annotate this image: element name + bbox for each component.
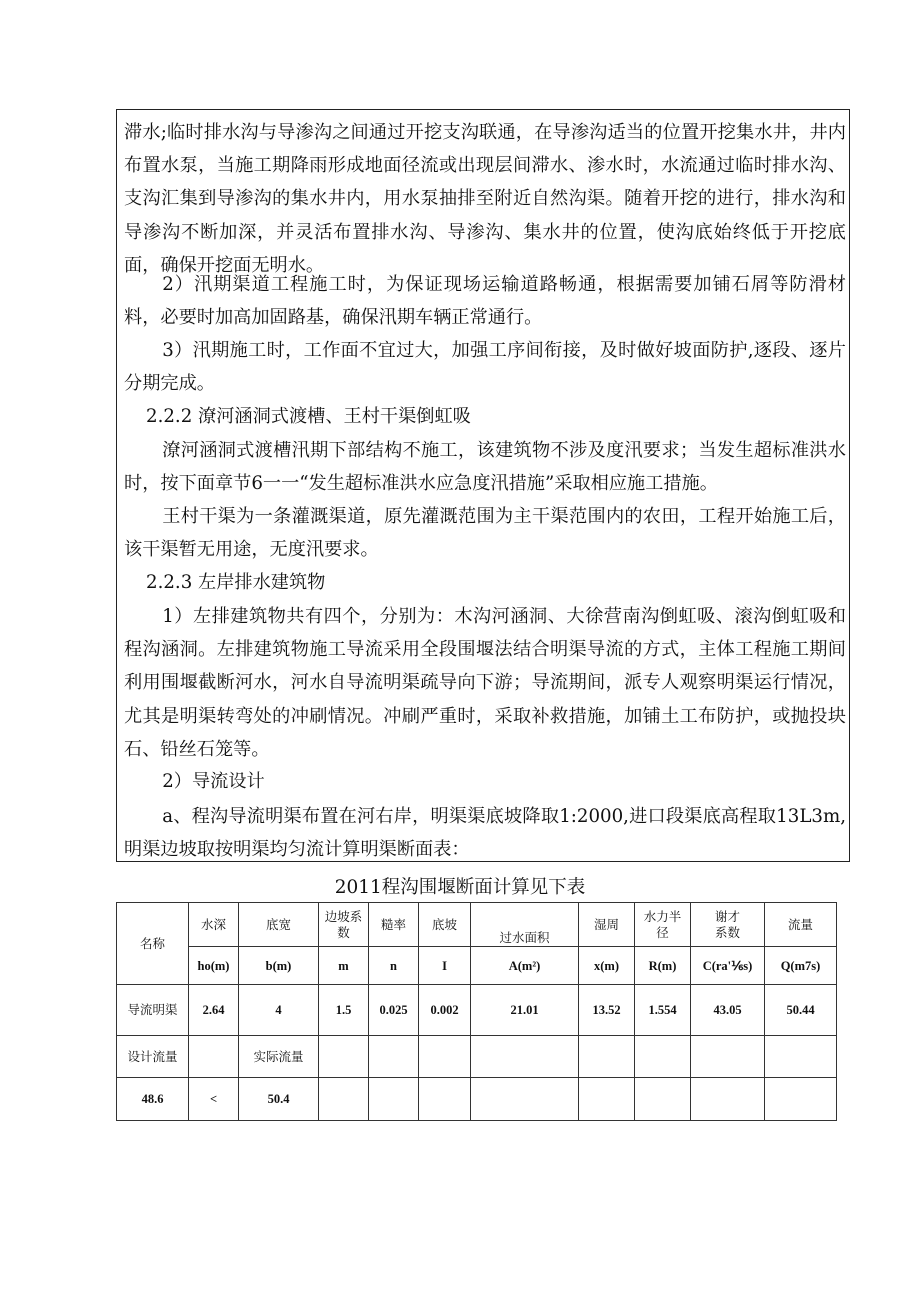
symbol-cell: I — [419, 947, 471, 985]
empty-cell — [419, 1078, 471, 1121]
empty-cell — [319, 1036, 369, 1078]
header-flow-area: 过水面积 — [471, 903, 579, 947]
row-name: 导流明渠 — [117, 985, 189, 1036]
table-cell: 0.002 — [419, 985, 471, 1036]
table-cell: 50.44 — [765, 985, 837, 1036]
table-cell: 43.05 — [691, 985, 765, 1036]
empty-cell — [765, 1036, 837, 1078]
empty-cell — [635, 1078, 691, 1121]
empty-cell — [471, 1078, 579, 1121]
table-row-diversion-channel — [117, 985, 837, 1036]
paragraph-wangcun: 王村干渠为一条灌溉渠道，原先灌溉范围为主干渠范围内的农田，工程开始施工后，该干渠暂无用途，无度汛要求。 — [124, 506, 846, 561]
table-cell: 13.52 — [579, 985, 635, 1036]
empty-cell — [635, 1036, 691, 1078]
paragraph-drainage: 滞水;临时排水沟与导渗沟之间通过开挖支沟联通，在导渗沟适当的位置开挖集水井，井内布置水泵，当施工期降雨形成地面径流或出现层间滞水、渗水时，水流通过临时排水沟、支沟汇集到导渗沟的集水井内，用水泵抽排至附近自然沟渠。随着开挖的进行，排水沟和导渗沟不断加深，并灵活布置排水沟、导渗沟、集水井的位置，使沟底始终低于开挖底面，确保开挖面无明水。 — [124, 122, 846, 276]
empty-cell — [369, 1036, 419, 1078]
section-heading-2-2-3: 2.2.3 左岸排水建筑物 — [146, 572, 326, 593]
empty-cell — [691, 1078, 765, 1121]
design-flow-value: 48.6 — [117, 1078, 189, 1121]
symbol-cell: n — [369, 947, 419, 985]
table-cell: 1.554 — [635, 985, 691, 1036]
paragraph-left-drainage: 1）左排建筑物共有四个，分别为：木沟河涵洞、大徐营南沟倒虹吸、滚沟倒虹吸和程沟涵洞。左排建筑物施工导流采用全段围堰法结合明渠导流的方式，主体工程施工期间利用围堰截断河水，河水自导流明渠疏导向下游；导流期间，派专人观察明渠运行情况，尤其是明渠转弯处的冲刷情况。冲刷严重时，采取补救措施，加铺土工布防护，或抛投块石、铅丝石笼等。 — [124, 606, 846, 760]
header-discharge: 流量 — [765, 903, 837, 947]
table-cell: 1.5 — [319, 985, 369, 1036]
symbol-cell: R(m) — [635, 947, 691, 985]
paragraph-flood-workface: 3）汛期施工时，工作面不宜过大，加强工序间衔接，及时做好坡面防护,逐段、逐片分期完成。 — [124, 340, 846, 395]
cofferdam-calc-table — [116, 902, 837, 1121]
symbol-cell: C(ra'⅙s) — [691, 947, 765, 985]
header-wetted-perimeter: 湿周 — [579, 903, 635, 947]
symbol-cell: b(m) — [239, 947, 319, 985]
empty-cell — [691, 1036, 765, 1078]
header-name: 名称 — [117, 903, 189, 985]
table-header-row — [117, 903, 837, 947]
symbol-cell: m — [319, 947, 369, 985]
table-row-comparison — [117, 1078, 837, 1121]
symbol-cell: Q(m7s) — [765, 947, 837, 985]
empty-cell — [579, 1078, 635, 1121]
header-depth: 水深 — [189, 903, 239, 947]
table-cell: 2.64 — [189, 985, 239, 1036]
header-chezy-coefficient: 谢才 系数 — [691, 903, 765, 947]
empty-cell — [369, 1078, 419, 1121]
design-flow-label: 设计流量 — [117, 1036, 189, 1078]
actual-flow-label: 实际流量 — [239, 1036, 319, 1078]
empty-cell — [319, 1078, 369, 1121]
symbol-cell: A(m²) — [471, 947, 579, 985]
symbol-cell: ho(m) — [189, 947, 239, 985]
paragraph-flood-road: 2）汛期渠道工程施工时，为保证现场运输道路畅通，根据需要加铺石屑等防滑材料，必要时加高加固路基，确保汛期车辆正常通行。 — [124, 274, 846, 329]
header-hydraulic-radius: 水力半 径 — [635, 903, 691, 947]
symbol-cell: x(m) — [579, 947, 635, 985]
actual-flow-value: 50.4 — [239, 1078, 319, 1121]
paragraph-aqueduct: 潦河涵洞式渡槽汛期下部结构不施工，该建筑物不涉及度汛要求；当发生超标准洪水时，按下面章节6一一“发生超标准洪水应急度汛措施”采取相应施工措施。 — [124, 440, 846, 495]
section-heading-2-2-2: 2.2.2 潦河涵洞式渡槽、王村干渠倒虹吸 — [146, 406, 471, 427]
table-cell: 0.025 — [369, 985, 419, 1036]
table-caption: 2011程沟围堰断面计算见下表 — [334, 877, 586, 898]
table-row-labels — [117, 1036, 837, 1078]
empty-cell — [189, 1036, 239, 1078]
header-side-slope: 边坡系 数 — [319, 903, 369, 947]
paragraph-channel-layout: a、程沟导流明渠布置在河右岸，明渠渠底坡降取1:2000,进口段渠底高程取13L3m,明渠边坡取按明渠均匀流计算明渠断面表： — [124, 806, 846, 861]
empty-cell — [419, 1036, 471, 1078]
empty-cell — [471, 1036, 579, 1078]
table-symbol-row — [117, 947, 837, 985]
empty-cell — [765, 1078, 837, 1121]
header-bottom-width: 底宽 — [239, 903, 319, 947]
paragraph-diversion-design: 2）导流设计 — [162, 771, 265, 792]
empty-cell — [579, 1036, 635, 1078]
comparison-symbol: < — [189, 1078, 239, 1121]
table-cell: 21.01 — [471, 985, 579, 1036]
header-bottom-slope: 底坡 — [419, 903, 471, 947]
table-cell: 4 — [239, 985, 319, 1036]
header-roughness: 糙率 — [369, 903, 419, 947]
